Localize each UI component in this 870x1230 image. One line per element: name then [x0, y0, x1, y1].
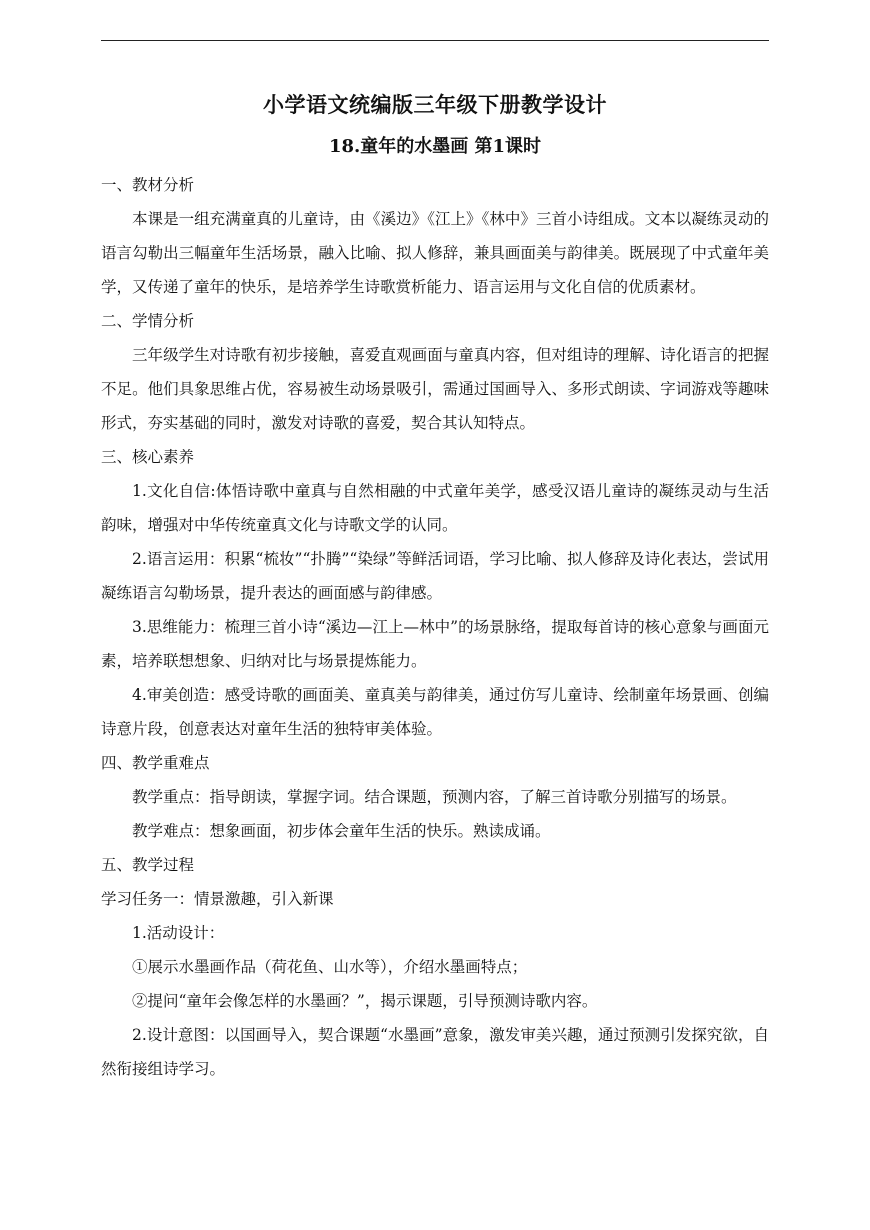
section-heading-textbook-analysis: 一、教材分析	[101, 176, 195, 194]
paragraph-aesthetic-creation: 4.审美创造：感受诗歌的画面美、童真美与韵律美，通过仿写儿童诗、绘制童年场景画、创编诗意片段，创意表达对童年生活的独特审美体验。	[101, 686, 769, 738]
paragraph-activity-design-label: 1.活动设计：	[132, 924, 225, 942]
section-heading-core-literacy: 三、核心素养	[101, 448, 195, 466]
paragraph-teaching-focus: 教学重点：指导朗读，掌握字词。结合课题，预测内容，了解三首诗歌分别描写的场景。	[132, 788, 737, 806]
paragraph-cultural-confidence: 1.文化自信:体悟诗歌中童真与自然相融的中式童年美学，感受汉语儿童诗的凝练灵动与生活韵味，增强对中华传统童真文化与诗歌文学的认同。	[101, 482, 769, 534]
paragraph-thinking-ability: 3.思维能力：梳理三首小诗“溪边—江上—林中”的场景脉络，提取每首诗的核心意象与画面元素，培养联想想象、归纳对比与场景提炼能力。	[101, 618, 769, 670]
paragraph-activity-step-1: ①展示水墨画作品（荷花鱼、山水等），介绍水墨画特点；	[132, 958, 528, 976]
task-one-heading: 学习任务一：情景激趣，引入新课	[101, 890, 334, 908]
document-title: 小学语文统编版三年级下册教学设计	[263, 92, 607, 117]
header-rule	[101, 40, 769, 41]
paragraph-learner-analysis: 三年级学生对诗歌有初步接触，喜爱直观画面与童真内容，但对组诗的理解、诗化语言的把握不足。他们具象思维占优，容易被生动场景吸引，需通过国画导入、多形式朗读、字词游戏等趣味形式，夯实基础的同时，激发对诗歌的喜爱，契合其认知特点。	[101, 346, 769, 432]
paragraph-textbook-analysis: 本课是一组充满童真的儿童诗，由《溪边》《江上》《林中》三首小诗组成。文本以凝练灵动的语言勾勒出三幅童年生活场景，融入比喻、拟人修辞，兼具画面美与韵律美。既展现了中式童年美学，又传递了童年的快乐，是培养学生诗歌赏析能力、语言运用与文化自信的优质素材。	[101, 210, 769, 296]
section-heading-teaching-process: 五、教学过程	[101, 856, 195, 874]
paragraph-activity-step-2: ②提问“童年会像怎样的水墨画？”，揭示课题，引导预测诗歌内容。	[132, 992, 598, 1010]
paragraph-design-intent: 2.设计意图：以国画导入，契合课题“水墨画”意象，激发审美兴趣，通过预测引发探究欲，自然衔接组诗学习。	[101, 1026, 769, 1078]
section-heading-key-points: 四、教学重难点	[101, 754, 210, 772]
lesson-subtitle: 18.童年的水墨画 第1课时	[328, 136, 542, 157]
paragraph-language-use: 2.语言运用：积累“梳妆”“扑腾”“染绿”等鲜活词语，学习比喻、拟人修辞及诗化表达，尝试用凝练语言勾勒场景，提升表达的画面感与韵律感。	[101, 550, 769, 602]
section-heading-learner-analysis: 二、学情分析	[101, 312, 195, 330]
paragraph-teaching-difficulty: 教学难点：想象画面，初步体会童年生活的快乐。熟读成诵。	[132, 822, 551, 840]
document-body	[101, 88, 769, 1086]
